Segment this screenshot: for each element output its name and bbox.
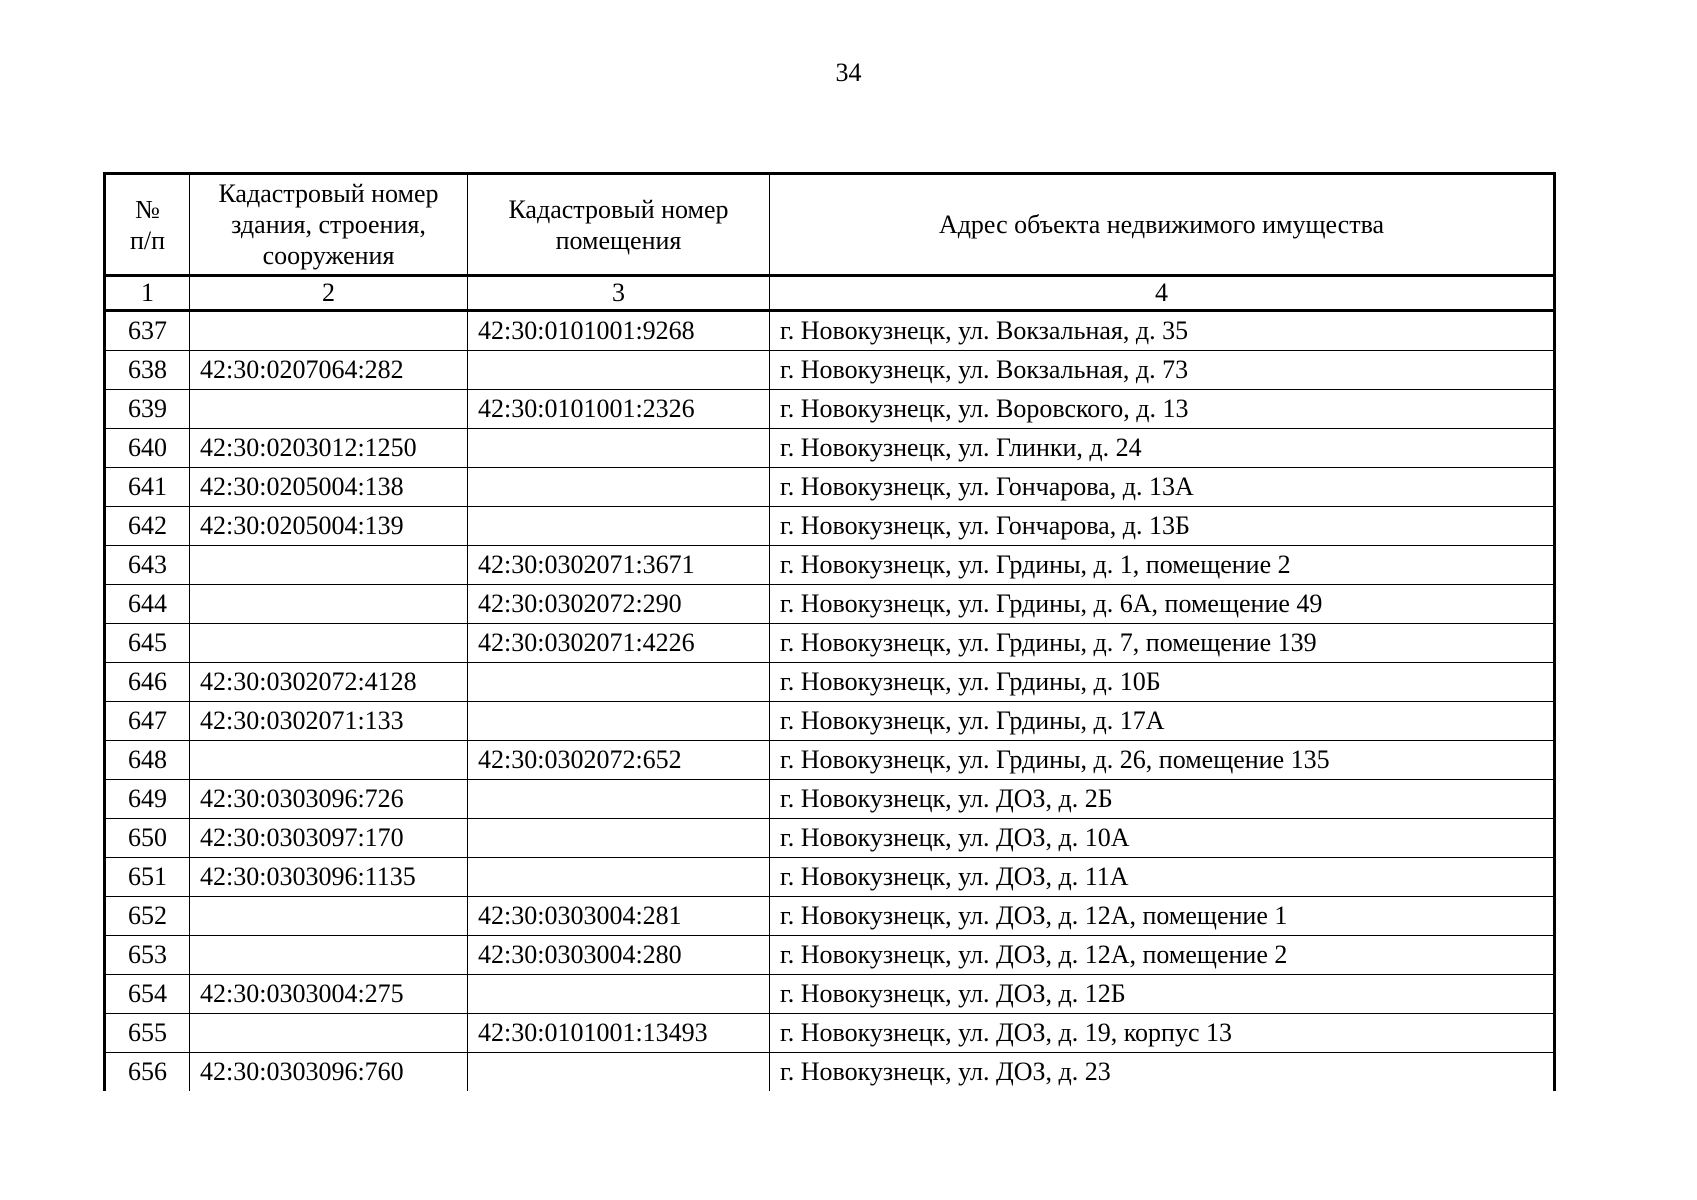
premises-cadastral-cell: 42:30:0302072:290 [468,585,770,624]
row-number-cell: 643 [105,546,190,585]
building-cadastral-cell [190,390,468,429]
row-number-cell: 655 [105,1014,190,1053]
address-cell: г. Новокузнецк, ул. ДОЗ, д. 11А [770,858,1555,897]
row-number-cell: 654 [105,975,190,1014]
table-row [105,1053,1555,1092]
address-cell: г. Новокузнецк, ул. Глинки, д. 24 [770,429,1555,468]
row-number-cell: 651 [105,858,190,897]
building-cadastral-cell [190,1014,468,1053]
table-header [105,174,1555,311]
building-cadastral-cell [190,546,468,585]
property-table [103,172,1556,1091]
column-number-row [105,276,1555,311]
column-number: 1 [105,276,190,311]
page-number: 34 [835,58,862,87]
table-row [105,741,1555,780]
premises-cadastral-cell [468,858,770,897]
table-row [105,507,1555,546]
header-address [770,174,1555,276]
building-cadastral-cell: 42:30:0303096:726 [190,780,468,819]
building-cadastral-cell: 42:30:0203012:1250 [190,429,468,468]
premises-cadastral-cell [468,702,770,741]
building-cadastral-cell: 42:30:0205004:139 [190,507,468,546]
row-number-cell: 642 [105,507,190,546]
address-cell: г. Новокузнецк, ул. Грдины, д. 7, помещение 139 [770,624,1555,663]
building-cadastral-cell: 42:30:0303004:275 [190,975,468,1014]
premises-cadastral-cell: 42:30:0302072:652 [468,741,770,780]
address-cell: г. Новокузнецк, ул. ДОЗ, д. 23 [770,1053,1555,1092]
row-number-cell: 653 [105,936,190,975]
premises-cadastral-cell [468,429,770,468]
table-row [105,468,1555,507]
address-cell: г. Новокузнецк, ул. Воровского, д. 13 [770,390,1555,429]
row-number-cell: 647 [105,702,190,741]
building-cadastral-cell: 42:30:0205004:138 [190,468,468,507]
premises-cadastral-cell: 42:30:0303004:281 [468,897,770,936]
row-number-cell: 646 [105,663,190,702]
building-cadastral-cell [190,741,468,780]
premises-cadastral-cell [468,468,770,507]
row-number-cell: 652 [105,897,190,936]
table-row [105,819,1555,858]
building-cadastral-cell: 42:30:0302072:4128 [190,663,468,702]
table-row [105,975,1555,1014]
row-number-cell: 649 [105,780,190,819]
address-cell: г. Новокузнецк, ул. ДОЗ, д. 2Б [770,780,1555,819]
header-building-cadastral-line3: сооружения [262,241,395,270]
table-row [105,897,1555,936]
column-number: 4 [770,276,1555,311]
premises-cadastral-cell [468,1053,770,1092]
address-cell: г. Новокузнецк, ул. ДОЗ, д. 12А, помещение 2 [770,936,1555,975]
premises-cadastral-cell [468,780,770,819]
row-number-cell: 644 [105,585,190,624]
table-row [105,585,1555,624]
row-number-cell: 637 [105,311,190,351]
row-number-cell: 639 [105,390,190,429]
column-number: 2 [190,276,468,311]
header-building-cadastral-line2: здания, строения, [231,210,426,239]
premises-cadastral-cell: 42:30:0302071:4226 [468,624,770,663]
address-cell: г. Новокузнецк, ул. Гончарова, д. 13А [770,468,1555,507]
row-number-cell: 641 [105,468,190,507]
table-row [105,311,1555,351]
address-cell: г. Новокузнецк, ул. Вокзальная, д. 73 [770,351,1555,390]
table-row [105,624,1555,663]
address-cell: г. Новокузнецк, ул. Грдины, д. 17А [770,702,1555,741]
address-cell: г. Новокузнецк, ул. Грдины, д. 26, помещение 135 [770,741,1555,780]
header-premises-cadastral-line2: помещения [555,225,682,255]
premises-cadastral-cell: 42:30:0303004:280 [468,936,770,975]
building-cadastral-cell [190,311,468,351]
table-row [105,663,1555,702]
building-cadastral-cell: 42:30:0303097:170 [190,819,468,858]
premises-cadastral-cell [468,663,770,702]
row-number-cell: 656 [105,1053,190,1092]
premises-cadastral-cell: 42:30:0302071:3671 [468,546,770,585]
building-cadastral-cell [190,936,468,975]
header-building-cadastral-line1: Кадастровый номер [218,179,439,208]
premises-cadastral-cell [468,819,770,858]
building-cadastral-cell: 42:30:0207064:282 [190,351,468,390]
address-cell: г. Новокузнецк, ул. ДОЗ, д. 10А [770,819,1555,858]
header-premises-cadastral [468,174,770,276]
table-row [105,429,1555,468]
header-row-number [105,174,190,276]
header-row [105,174,1555,276]
table-row [105,702,1555,741]
building-cadastral-cell: 42:30:0302071:133 [190,702,468,741]
address-cell: г. Новокузнецк, ул. Грдины, д. 1, помещение 2 [770,546,1555,585]
row-number-cell: 640 [105,429,190,468]
header-row-number-line2: п/п [129,225,166,255]
address-cell: г. Новокузнецк, ул. Грдины, д. 6А, помещение 49 [770,585,1555,624]
premises-cadastral-cell [468,351,770,390]
building-cadastral-cell [190,585,468,624]
premises-cadastral-cell: 42:30:0101001:9268 [468,311,770,351]
building-cadastral-cell: 42:30:0303096:1135 [190,858,468,897]
building-cadastral-cell [190,624,468,663]
table-row [105,780,1555,819]
premises-cadastral-cell: 42:30:0101001:2326 [468,390,770,429]
table-row [105,390,1555,429]
table-row [105,858,1555,897]
building-cadastral-cell [190,897,468,936]
header-premises-cadastral-line1: Кадастровый номер [508,194,729,224]
address-cell: г. Новокузнецк, ул. Гончарова, д. 13Б [770,507,1555,546]
table-body [105,311,1555,1092]
header-row-number-line1: № [135,194,160,224]
address-cell: г. Новокузнецк, ул. Грдины, д. 10Б [770,663,1555,702]
address-cell: г. Новокузнецк, ул. Вокзальная, д. 35 [770,311,1555,351]
row-number-cell: 645 [105,624,190,663]
header-building-cadastral [190,174,468,276]
premises-cadastral-cell [468,507,770,546]
building-cadastral-cell: 42:30:0303096:760 [190,1053,468,1092]
address-cell: г. Новокузнецк, ул. ДОЗ, д. 19, корпус 13 [770,1014,1555,1053]
row-number-cell: 650 [105,819,190,858]
row-number-cell: 648 [105,741,190,780]
row-number-cell: 638 [105,351,190,390]
column-number: 3 [468,276,770,311]
table-row [105,936,1555,975]
address-cell: г. Новокузнецк, ул. ДОЗ, д. 12Б [770,975,1555,1014]
table-row [105,1014,1555,1053]
header-address-line1: Адрес объекта недвижимого имущества [938,210,1385,239]
table-row [105,351,1555,390]
premises-cadastral-cell: 42:30:0101001:13493 [468,1014,770,1053]
premises-cadastral-cell [468,975,770,1014]
address-cell: г. Новокузнецк, ул. ДОЗ, д. 12А, помещение 1 [770,897,1555,936]
table-row [105,546,1555,585]
